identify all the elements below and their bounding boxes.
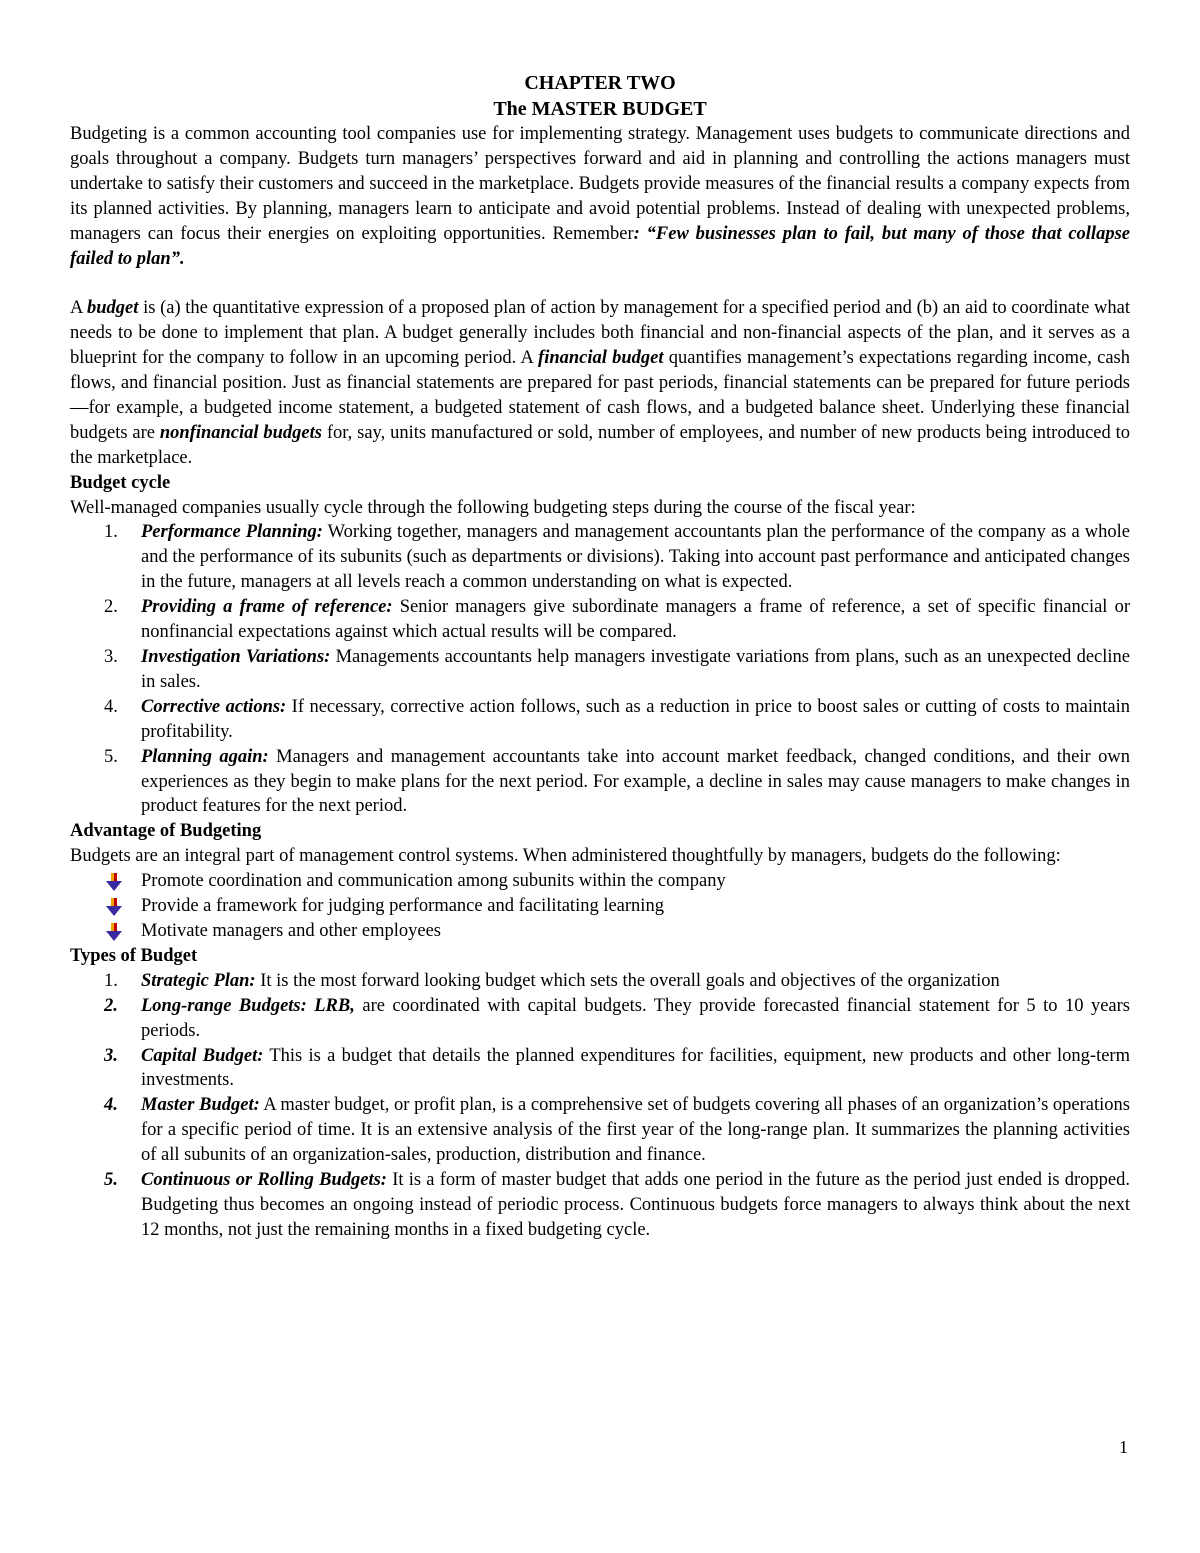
list-term: Strategic Plan: <box>141 970 256 991</box>
list-text: are coordinated with capital budgets. They provide forecasted financial statement for 5 to 10 years periods. <box>141 995 1130 1041</box>
arrow-down-bullet-icon <box>104 872 124 892</box>
list-text: It is a form of master budget that adds one period in the future as the period just ended is dropped. Budgeting thus becomes an ongoing instead of periodic process. Continuous budgets force managers to always think about the next 12 months, not just the remaining months in a fixed budgeting cycle. <box>141 1170 1130 1240</box>
list-item <box>70 894 1130 919</box>
arrow-down-bullet-icon <box>104 897 124 917</box>
page-title: The MASTER BUDGET <box>493 98 707 120</box>
list-text: A master budget, or profit plan, is a comprehensive set of budgets covering all phases of an organization’s operations for a specific period of time. It is an extensive analysis of the first year of the long-range plan. It summarizes the planning activities of all subunits of an organization-sales, production, distribution and finance. <box>141 1095 1130 1166</box>
list-number: 4. <box>104 1095 118 1116</box>
list-text: Provide a framework for judging performance and facilitating learning <box>141 896 664 917</box>
arrow-down-bullet-icon <box>104 922 124 942</box>
advantage-heading: Advantage of Budgeting <box>70 821 262 842</box>
list-item <box>70 969 1130 994</box>
list-item <box>70 919 1130 944</box>
definition-paragraph <box>70 296 1130 470</box>
definition-text: for, say, units manufactured or sold, number of employees, and number of new products being introduced to the marketplace. <box>70 422 1130 468</box>
list-item <box>70 595 1130 645</box>
list-text: It is the most forward looking budget which sets the overall goals and objectives of the organization <box>255 970 1000 991</box>
advantage-list <box>70 869 1130 944</box>
definition-text: quantifies management’s expectations regarding income, cash flows, and financial position. Just as financial statements are prepared for past periods, financial statements can be prepared for future periods—for example, a budgeted income statement, a budgeted statement of cash flows, and a budgeted balance sheet. Underlying these financial budgets are <box>70 348 1131 443</box>
list-term: Providing a frame of reference: <box>141 597 393 618</box>
list-item <box>70 994 1130 1044</box>
list-text: Promote coordination and communication among subunits within the company <box>141 871 726 892</box>
list-number: 2. <box>104 995 118 1016</box>
definition-text: A <box>70 298 88 319</box>
list-text: Motivate managers and other employees <box>141 920 442 941</box>
list-item <box>70 1044 1130 1094</box>
list-term: Investigation Variations: <box>141 647 331 668</box>
list-term: Performance Planning: <box>141 522 323 543</box>
list-item <box>70 1168 1130 1243</box>
list-term: Long-range Budgets: LRB, <box>141 995 355 1016</box>
list-term: Corrective actions: <box>141 696 287 717</box>
intro-paragraph <box>70 122 1130 271</box>
list-term: Continuous or Rolling Budgets: <box>141 1170 387 1191</box>
list-number: 2. <box>104 597 118 618</box>
list-number: 5. <box>104 1170 118 1191</box>
term-nonfinancial-budgets: nonfinancial budgets <box>159 422 322 443</box>
list-term: Master Budget: <box>141 1095 260 1116</box>
list-text: Working together, managers and management accountants plan the performance of the company as a whole and the performance of its subunits (such as departments or divisions). Taking into account past performance and anticipated changes in the future, managers at all levels reach a common understanding on what is expected. <box>141 522 1130 593</box>
types-heading: Types of Budget <box>70 945 198 966</box>
budget-cycle-heading: Budget cycle <box>70 472 171 493</box>
term-financial-budget: financial budget <box>538 348 664 369</box>
list-text: Managers and management accountants take into account market feedback, changed conditions, and their own experiences as they begin to make plans for the next period. For example, a decline in sales may cause managers to make changes in product features for the next period. <box>141 746 1130 817</box>
list-number: 1. <box>104 522 118 543</box>
list-item <box>70 869 1130 894</box>
intro-quote: : “Few businesses plan to fail, but many of those that collapse failed to plan”. <box>70 223 1130 269</box>
list-item <box>70 745 1130 820</box>
list-item <box>70 520 1130 595</box>
list-number: 5. <box>104 746 118 767</box>
list-item <box>70 1093 1130 1168</box>
list-item <box>70 645 1130 695</box>
budget-cycle-intro: Well-managed companies usually cycle through the following budgeting steps during the course of the fiscal year: <box>70 497 916 518</box>
chapter-heading: CHAPTER TWO <box>524 72 676 94</box>
list-item <box>70 695 1130 745</box>
list-number: 1. <box>104 970 118 991</box>
page-number: 1 <box>1119 1437 1128 1457</box>
list-number: 3. <box>104 647 118 668</box>
list-term: Planning again: <box>141 746 269 767</box>
list-text: This is a budget that details the planned expenditures for facilities, equipment, new products and other long-term investments. <box>141 1045 1130 1091</box>
budget-cycle-list <box>70 520 1130 819</box>
list-text: Senior managers give subordinate managers a frame of reference, a set of specific financial or nonfinancial expectations against which actual results will be compared. <box>141 597 1130 643</box>
list-term: Capital Budget: <box>141 1045 264 1066</box>
term-budget: budget <box>87 298 139 319</box>
document-page <box>70 70 1130 1243</box>
definition-text: is (a) the quantitative expression of a proposed plan of action by management for a specified period and (b) an aid to coordinate what needs to be done to implement that plan. A budget generally includes both financial and non-financial aspects of the plan, and it serves as a blueprint for the company to follow in an upcoming period. A <box>70 298 1130 369</box>
intro-text: Budgeting is a common accounting tool companies use for implementing strategy. Management uses budgets to communicate directions and goals throughout a company. Budgets turn managers’ perspectives forward and aid in planning and controlling the actions managers must undertake to satisfy their customers and succeed in the marketplace. Budgets provide measures of the financial results a company expects from its planned activities. By planning, managers learn to anticipate and avoid potential problems. Instead of dealing with unexpected problems, managers can focus their energies on exploiting opportunities. Remember <box>70 124 1130 244</box>
types-list <box>70 969 1130 1243</box>
list-number: 4. <box>104 696 118 717</box>
advantage-intro: Budgets are an integral part of management control systems. When administered thoughtfully by managers, budgets do the following: <box>70 846 1061 867</box>
list-text: If necessary, corrective action follows, such as a reduction in price to boost sales or cutting of costs to maintain profitability. <box>141 696 1130 742</box>
list-number: 3. <box>104 1045 118 1066</box>
list-text: Managements accountants help managers investigate variations from plans, such as an unexpected decline in sales. <box>141 647 1131 692</box>
